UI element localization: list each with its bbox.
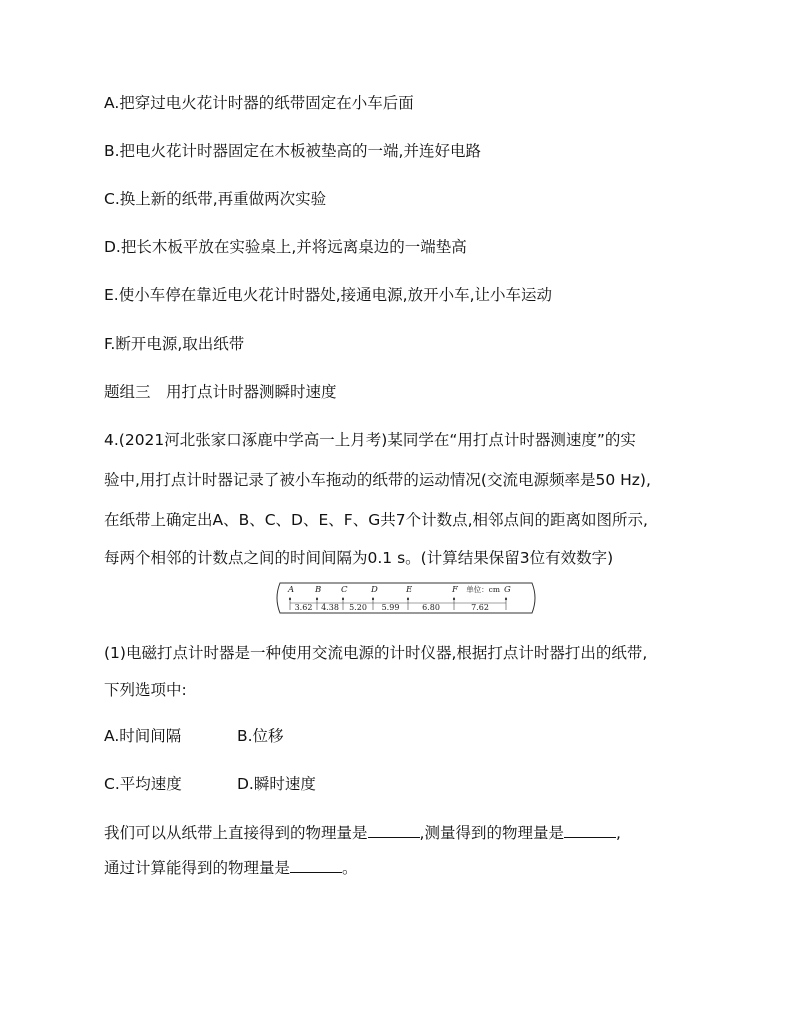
step-c: C.换上新的纸带,再重做两次实验 (104, 190, 327, 208)
tape-unit-label: 单位：cm (466, 585, 500, 594)
question-4-line-3: 在纸带上确定出A、B、C、D、E、F、G共7个计数点,相邻点间的距离如图所示, (104, 511, 648, 529)
tape-distance-4: 5.99 (381, 603, 400, 612)
fill-in-line-1 (104, 823, 621, 843)
tape-point-label-F: F (452, 585, 458, 595)
option-a: A.时间间隔 (104, 727, 182, 745)
option-d: D.瞬时速度 (237, 775, 316, 793)
fill-text-4: 通过计算能得到的物理量是 (104, 859, 291, 877)
question-4-line-1: 4.(2021河北张家口涿鹿中学高一上月考)某同学在“用打点计时器测速度”的实 (104, 431, 636, 449)
fill-in-line-2 (104, 858, 358, 878)
tape-point-label-B: B (315, 585, 322, 595)
fill-text-5: 。 (342, 859, 358, 877)
tape-point-label-E: E (406, 585, 413, 595)
question-4-line-4: 每两个相邻的计数点之间的时间间隔为0.1 s。(计算结果保留3位有效数字) (104, 549, 614, 567)
answer-blank-2[interactable] (564, 823, 616, 838)
step-e: E.使小车停在靠近电火花计时器处,接通电源,放开小车,让小车运动 (104, 286, 553, 304)
tape-distance-3: 5.20 (349, 603, 367, 612)
tape-point-label-C: C (341, 585, 348, 595)
part-1-line-2: 下列选项中: (104, 681, 187, 699)
tape-distance-2: 4.38 (321, 603, 339, 612)
tape-distance-6: 7.62 (471, 603, 489, 612)
question-4-line-2: 验中,用打点计时器记录了被小车拖动的纸带的运动情况(交流电源频率是50 Hz), (104, 471, 651, 489)
fill-text-1: 我们可以从纸带上直接得到的物理量是 (104, 824, 368, 842)
step-b: B.把电火花计时器固定在木板被垫高的一端,并连好电路 (104, 142, 481, 160)
tape-point-label-A: A (288, 585, 295, 595)
tape-distance-5: 6.80 (422, 603, 440, 612)
section-title: 题组三 用打点计时器测瞬时速度 (104, 383, 337, 401)
tape-point-label-G: G (504, 585, 511, 595)
paper-tape-figure (270, 579, 542, 617)
tape-distance-1: 3.62 (294, 603, 313, 612)
step-d: D.把长木板平放在实验桌上,并将远离桌边的一端垫高 (104, 238, 467, 256)
option-c: C.平均速度 (104, 775, 182, 793)
answer-blank-3[interactable] (290, 858, 342, 873)
tape-point-label-D: D (371, 585, 378, 595)
step-f: F.断开电源,取出纸带 (104, 335, 245, 353)
step-a: A.把穿过电火花计时器的纸带固定在小车后面 (104, 94, 414, 112)
part-1-line-1: (1)电磁打点计时器是一种使用交流电源的计时仪器,根据打点计时器打出的纸带, (104, 644, 648, 662)
answer-blank-1[interactable] (368, 823, 420, 838)
option-b: B.位移 (237, 727, 284, 745)
fill-text-3: , (615, 824, 621, 842)
fill-text-2: ,测量得到的物理量是 (419, 824, 564, 842)
